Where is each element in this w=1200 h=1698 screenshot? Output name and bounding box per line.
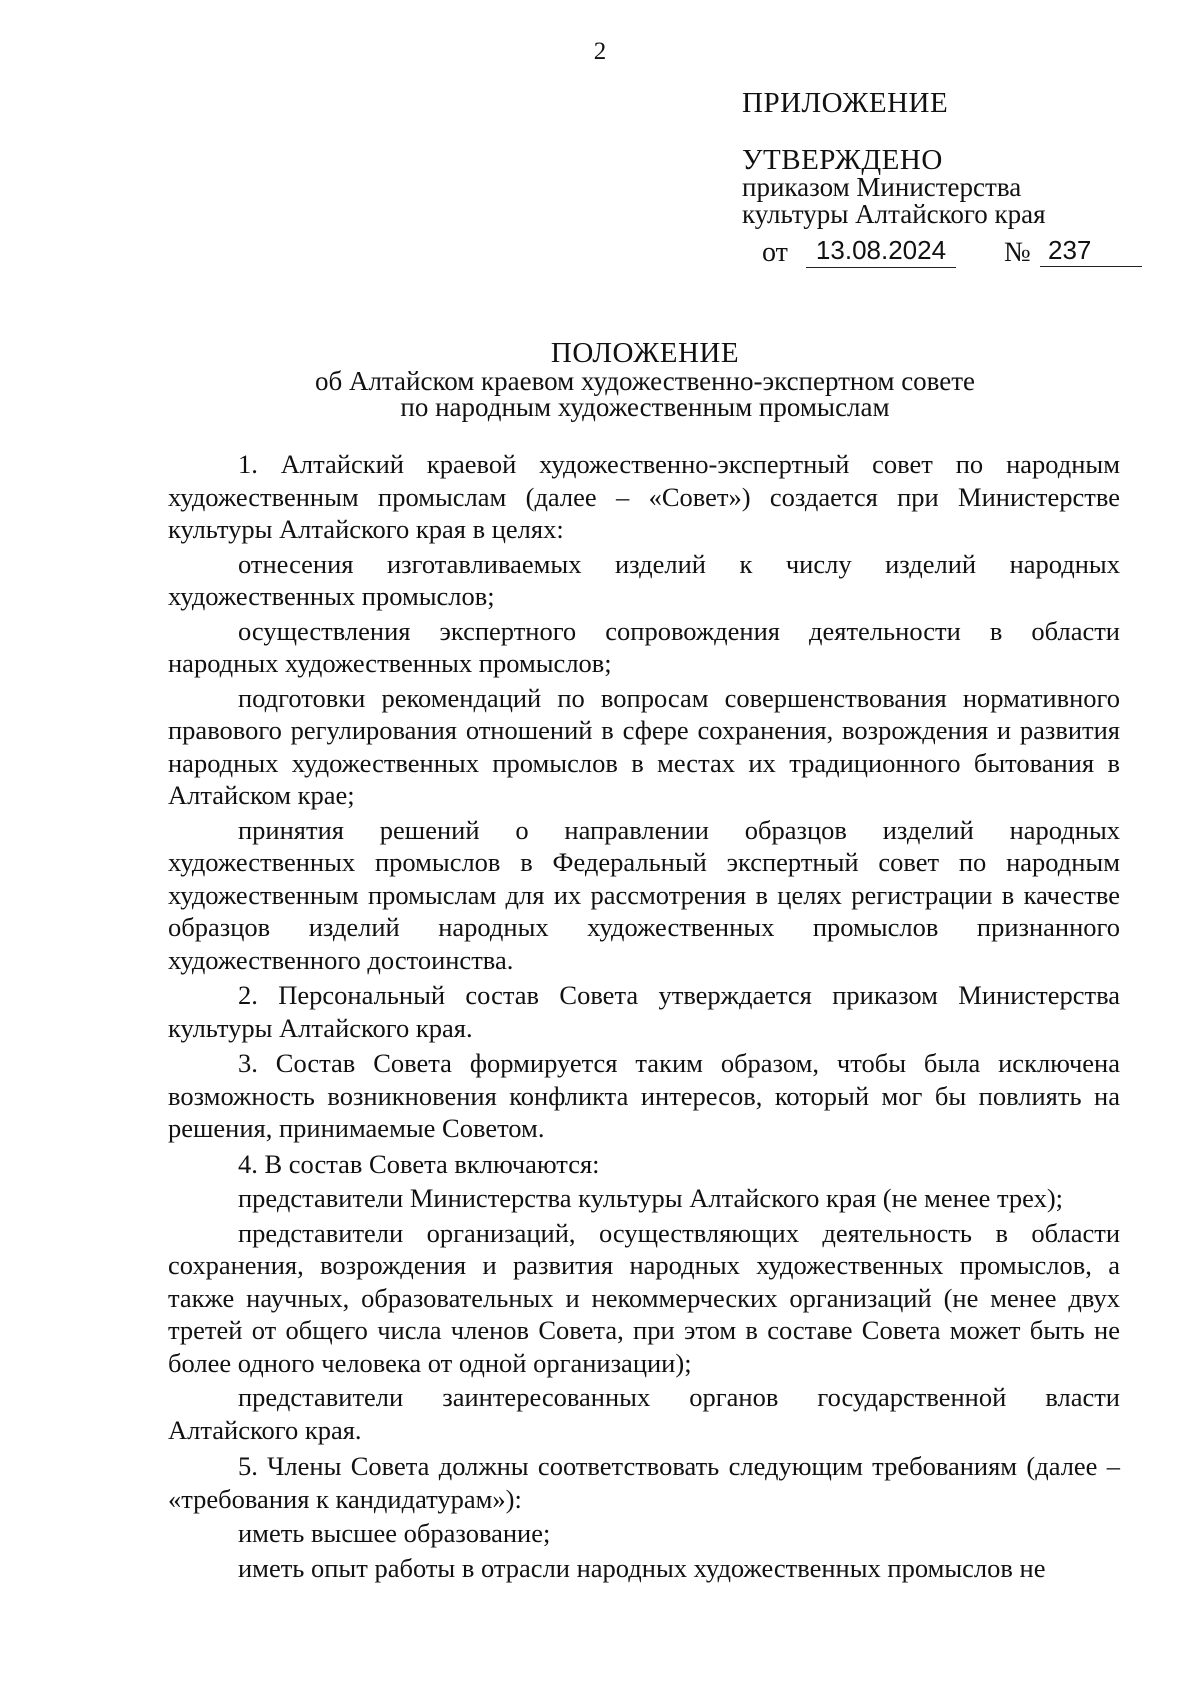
- document-subtitle-2: по народным художественным промыслам: [400, 392, 890, 422]
- order-number: 237: [1040, 233, 1142, 267]
- order-date: 13.08.2024: [806, 233, 956, 268]
- page-number: 2: [593, 38, 607, 65]
- from-label: от: [762, 237, 788, 268]
- paragraph-1-item-4: принятия решений о направлении образцов изделий народных художественных промыслов в Федеральный экспертный совет по народным художественным промыслам для их рассмотрения в целях регистрации в качестве образцов изделий народных художественных промыслов признанного художественного достоинства.: [168, 814, 1120, 975]
- approval-stamp-block: [742, 87, 1162, 229]
- paragraph-1-item-3: подготовки рекомендаций по вопросам совершенствования нормативного правового регулирования отношений в сфере сохранения, возрождения и развития народных художественных промыслов в местах их традиционного бытования в Алтайском крае;: [168, 682, 1120, 810]
- paragraph-4: 4. В состав Совета включаются:: [238, 1148, 600, 1179]
- document-body: [168, 448, 1120, 1584]
- paragraph-1-item-1: отнесения изготавливаемых изделий к числу изделий народных художественных промыслов;: [168, 548, 1120, 611]
- paragraph-1-item-2: осуществления экспертного сопровождения деятельности в области народных художественных промыслов;: [168, 615, 1120, 678]
- paragraph-4-item-3: представители заинтересованных органов государственной власти Алтайского края.: [168, 1382, 1120, 1445]
- paragraph-5: 5. Члены Совета должны соответствовать следующим требованиям (далее – «требования к кандидатурам»):: [168, 1451, 1120, 1514]
- approved-label: УТВЕРЖДЕНО: [742, 144, 943, 176]
- paragraph-4-item-1: представители Министерства культуры Алтайского края (не менее трех);: [238, 1183, 1064, 1213]
- appendix-label: ПРИЛОЖЕНИЕ: [742, 87, 949, 119]
- paragraph-3: 3. Состав Совета формируется таким образом, чтобы была исключена возможность возникновения конфликта интересов, который мог бы повлиять на решения, принимаемые Советом.: [168, 1048, 1120, 1143]
- order-line-2: культуры Алтайского края: [742, 199, 1046, 229]
- document-title-block: [120, 337, 1170, 422]
- paragraph-4-item-2: представители организаций, осуществляющих деятельность в области сохранения, возрождения и развития народных художественных промыслов, а также научных, образовательных и некоммерческих организаций (не менее двух третей от общего числа членов Совета, при этом в составе Совета может быть не более одного человека от одной организации);: [168, 1217, 1120, 1378]
- order-line-1: приказом Министерства: [742, 172, 1022, 202]
- document-title: ПОЛОЖЕНИЕ: [550, 337, 740, 369]
- paragraph-1: 1. Алтайский краевой художественно-экспертный совет по народным художественным промыслам (далее – «Совет») создается при Министерстве культуры Алтайского края в целях:: [168, 449, 1120, 544]
- paragraph-2: 2. Персональный состав Совета утверждается приказом Министерства культуры Алтайского края.: [168, 980, 1120, 1043]
- paragraph-5-item-1: иметь высшее образование;: [238, 1518, 551, 1548]
- document-subtitle-1: об Алтайском краевом художественно-экспертном совете: [314, 366, 976, 396]
- paragraph-5-item-2: иметь опыт работы в отрасли народных художественных промыслов не: [238, 1552, 1046, 1583]
- order-date-row: [762, 233, 1162, 273]
- number-label: №: [1004, 237, 1031, 268]
